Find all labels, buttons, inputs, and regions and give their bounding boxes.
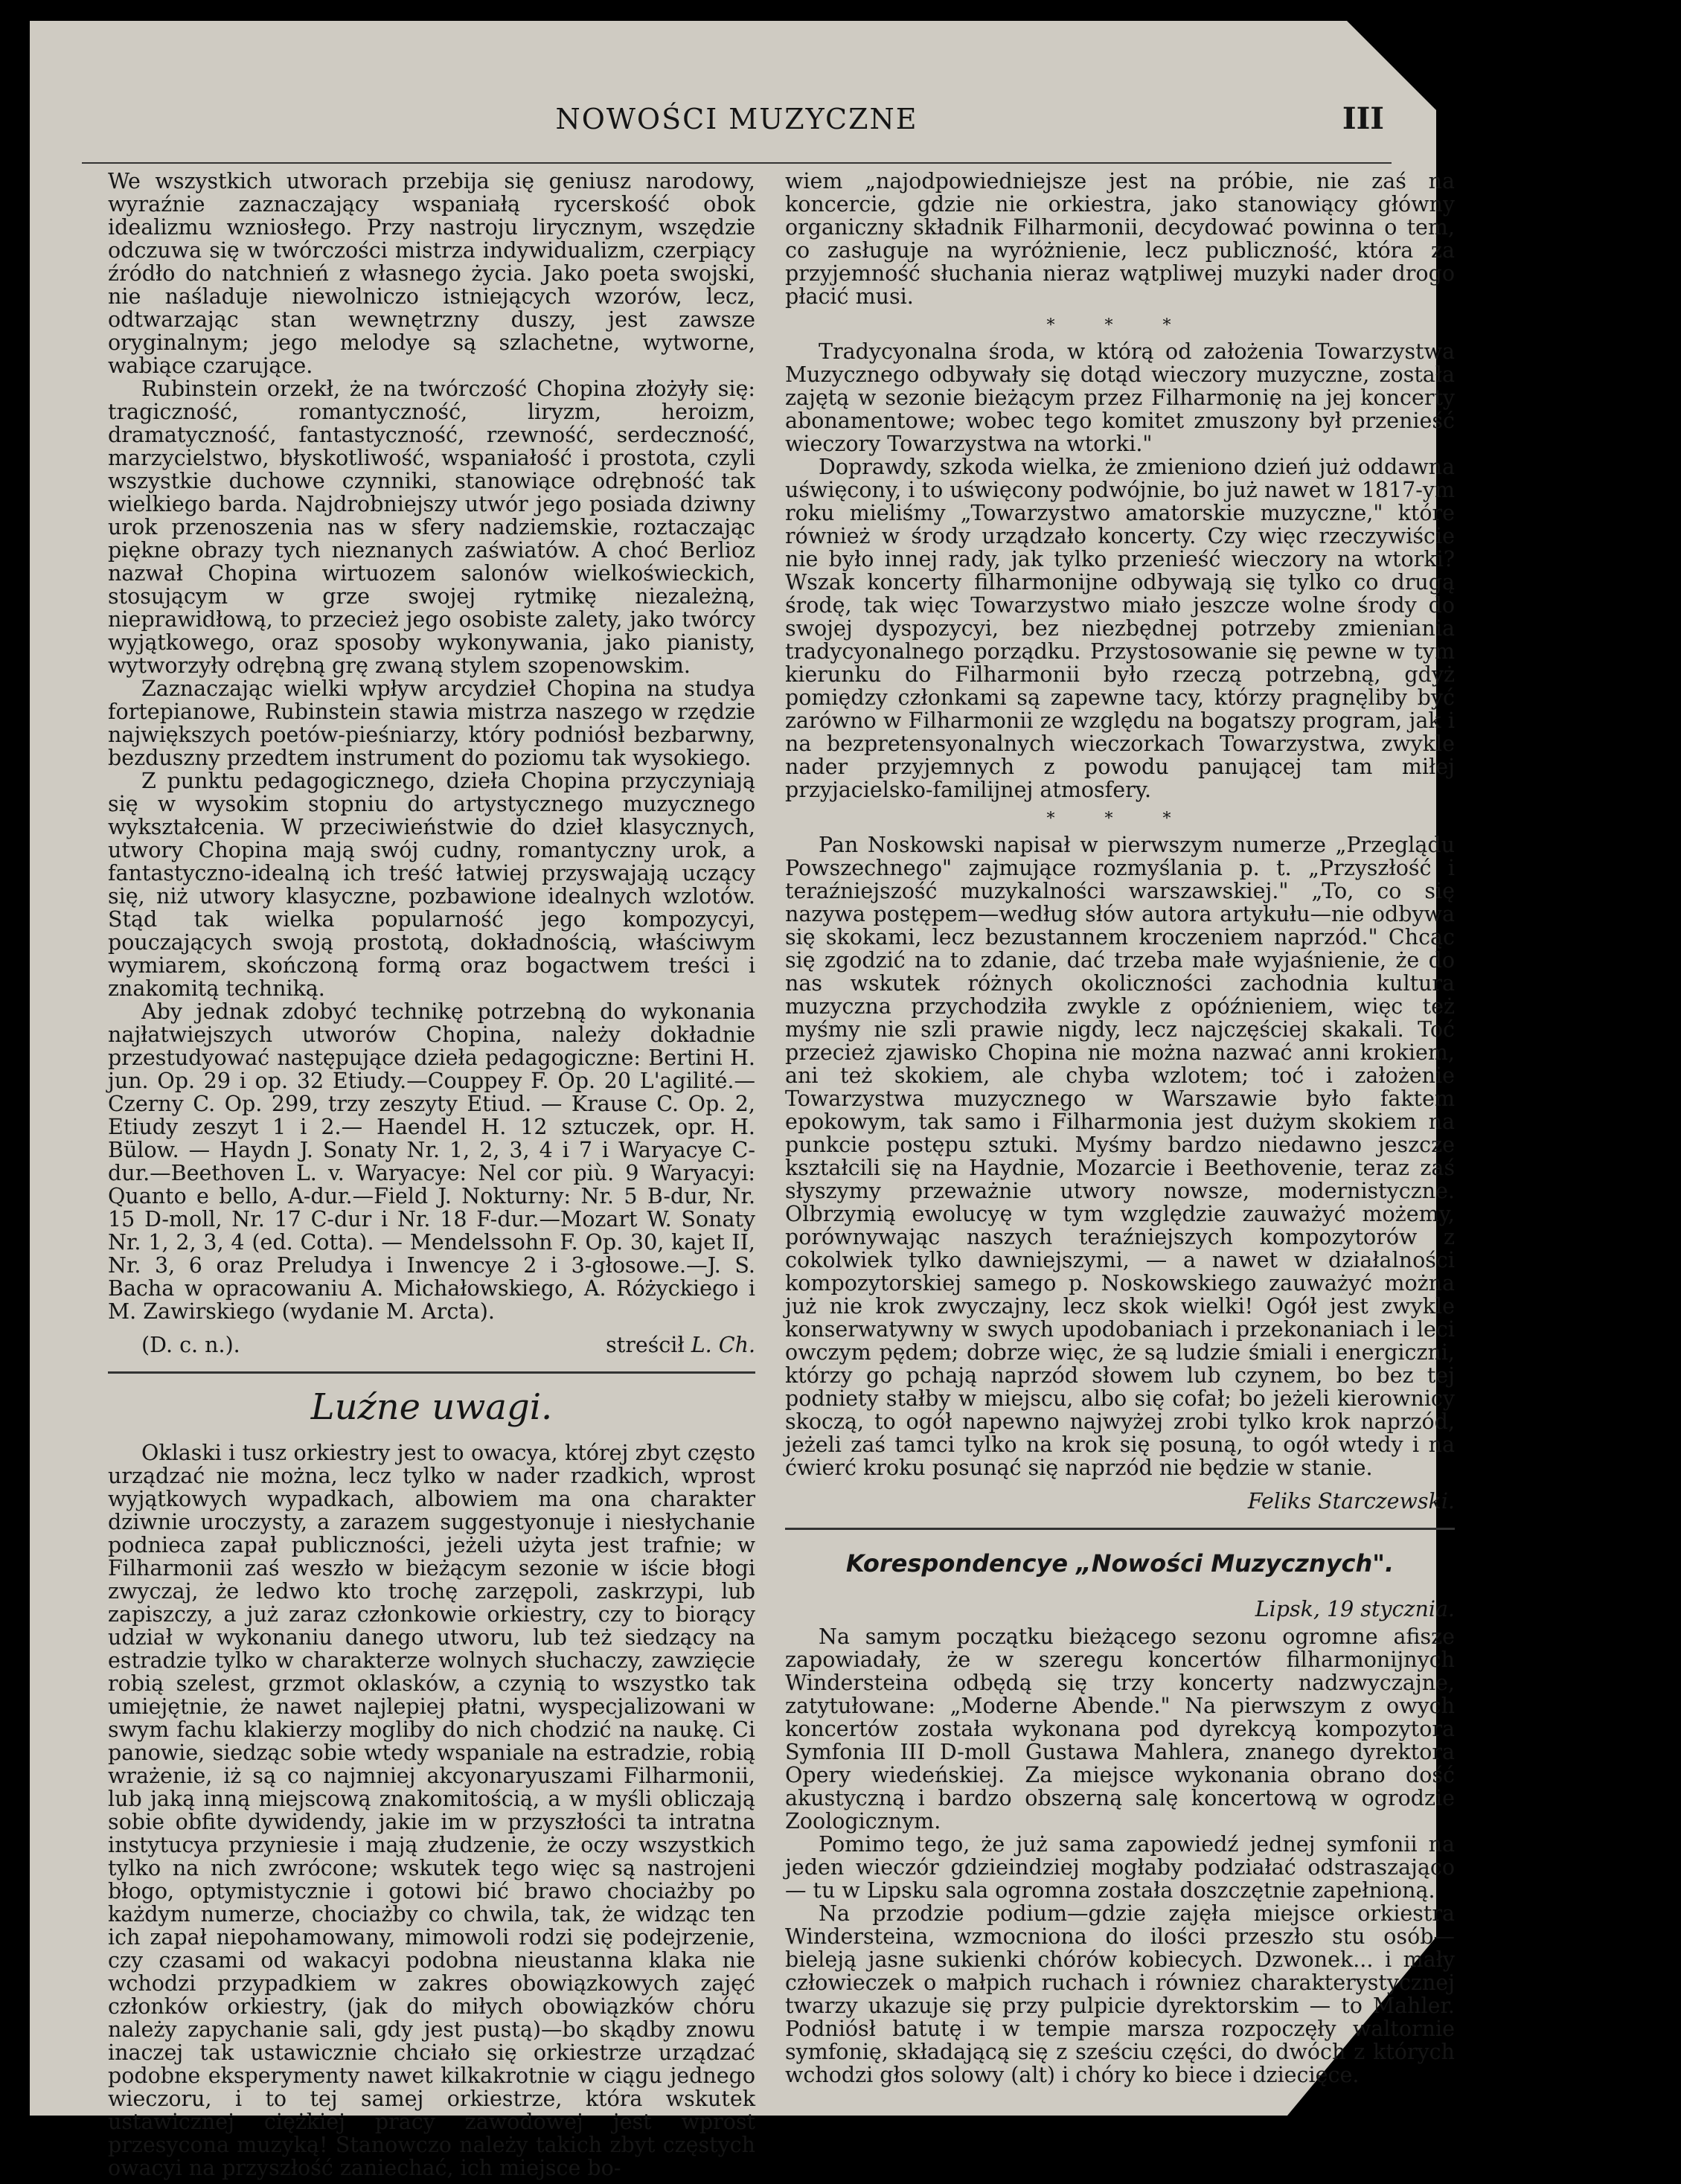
journal-title: NOWOŚCI MUZYCZNE <box>555 103 918 135</box>
section-title: Luźne uwagi. <box>310 1386 553 1428</box>
article-paragraph: Aby jednak zdobyć technikę potrzebną do wykonania najłatwiejszych utworów Chopina, należy dokładnie przestudyować następujące dzieła pedagogiczne: Bertini H. jun. Op. 29 i op. 32 Etiudy.—Couppey F. Op. 20 L'agilité.—Czerny C. Op. 299, trzy zeszyty Etiud. — Krause C. Op. 2, Etiudy zeszyt 1 i 2.— Haendel H. 12 sztuczek, opr. H. Bülow. — Haydn J. Sonaty Nr. 1, 2, 3, 4 i 7 i Waryacye C-dur.—Beethoven L. v. Waryacye: Nel cor più. 9 Waryacyi: Quanto e bello, A-dur.—Field J. Nokturny: Nr. 5 B-dur, Nr. 15 D-moll, Nr. 17 C-dur i Nr. 18 F-dur.—Mozart W. Sonaty Nr. 1, 2, 3, 4 (ed. Cotta). — Mendelssohn F. Op. 30, kajet II, Nr. 3, 6 oraz Preludya i Inwencye 2 i 3-głosowe.—J. S. Bacha w opracowaniu A. Michałowskiego, A. Różyckiego i M. Zawirskiego (wydanie M. Arcta). <box>108 999 755 1324</box>
signature-prefix: streścił <box>606 1333 685 1357</box>
right-column <box>785 170 1455 2087</box>
page-header <box>82 80 1392 164</box>
section-divider <box>785 1528 1455 1530</box>
article-paragraph: Oklaski i tusz orkiestry jest to owacya, której zbyt często urządzać nie można, lecz tylko w nader rzadkich, wprost wyjątkowych wypadkach, albowiem ma ona charakter dziwnie uroczysty, a zarazem suggestyonuje i niesłychanie podnieca zapał publiczności, jeżeli użyta jest trafnie; w Filharmonii zaś weszło w bieżącym sezonie w iście błogi zwyczaj, że ledwo kto trochę zarzępoli, zaskrzypi, lub zapiszczy, a już zaraz członkowie orkiestry, czy to biorący udział w wykonaniu danego utworu, lub też siedzący na estradzie tylko w charakterze wolnych słuchaczy, zawzięcie robią szelest, grzmot oklasków, a czynią to wszystko tak umiejętnie, że nawet najlepiej płatni, wyspecjalizowani w swym fachu klakierzy mogliby do nich chodzić na naukę. Ci panowie, siedząc sobie wtedy wspaniale na estradzie, robią wrażenie, iż są co najmniej akcyonaryuszami Filharmonii, lub jaką inną miejscową znakomitością, a w myśli obliczają sobie obfite dywidendy, jakie im w przyszłości ta intratna instytucya przyniesie i mają złudzenie, że oczy wszystkich tylko na nich zwrócone; wskutek tego więc są nastrojeni błogo, optymistycznie i gotowi bić brawo chociażby po każdym numerze, chociażby co chwila, tak, że widząc ten ich zapał niepohamowany, mimowoli rodzi się podejrzenie, czy czasami od wakacyi podobna nieustanna klaka nie wchodzi przypadkiem w zakres obowiązkowych zajęć członków orkiestry, (jak do miłych obowiązków chóru należy zapychanie sali, gdy jest pustą)—bo skądby znowu inaczej tak ustawicznie chciało się orkiestrze urządzać podobne eksperymenty nawet kilkakrotnie w ciągu jednego wieczoru, i to tej samej orkiestrze, która wskutek ustawicznej ciężkiej pracy zawodowej jest wprost przesycona muzyką! Stanowczo należy takich zbyt częstych owacyi na przyszłość zaniechać, ich miejsce bo- <box>108 1441 755 2180</box>
article-paragraph: Pan Noskowski napisał w pierwszym numerze „Przeglądu Powszechnego" zajmujące rozmyślania p. t. „Przyszłość i teraźniejszość muzykalności warszawskiej." „To, co się nazywa postępem—według słów autora artykułu—nie odbywa się skokami, lecz bezustannem kroczeniem naprzód." Chcąc się zgodzić na to zdanie, dać trzeba małe wyjaśnienie, że do nas wskutek różnych okoliczności zachodnia kultura muzyczna przychodziła zwykle z opóźnieniem, więc też myśmy nie szli prawie nigdy, lecz najczęściej skakali. Toć przecież zjawisko Chopina nie można nazwać anni krokiem, ani też skokiem, ale chyba wzlotem; toć i założenie Towarzystwa muzycznego w Warszawie było faktem epokowym, tak samo i Filharmonia jest dużym skokiem na punkcie postępu sztuki. Myśmy bardzo niedawno jeszcze kształcili się na Haydnie, Mozarcie i Beethovenie, teraz zaś słyszymy przeważnie utwory nowsze, modernistyczne. Olbrzymią ewolucyę w tym względzie zauważyć możemy, porównywając naszych teraźniejszych kompozytorów z cokolwiek tylko dawniejszymi, — a nawet w działalności kompozytorskiej samego p. Noskowskiego zauważyć można już nie krok zwyczajny, lecz skok wielki! Ogół jest zwykle konserwatywny w swych upodobaniach i przekonaniach i leci owczym pędem; dobrze więc, że są ludzie śmiali i energiczni, którzy go pchają naprzód słowem lub czynem, bo bez tej podniety stałby w miejscu, albo się cofał; bo jeżeli kierownicy skoczą, to ogół napewno najwyżej zrobi tylko krok naprzód, jeżeli zaś tamci tylko na krok się posuną, to ogół wtedy i na ćwierć kroku posunąć się naprzód nie będzie w stanie. <box>785 833 1455 1480</box>
signature-name: L. Ch. <box>691 1333 755 1357</box>
article-paragraph: Pomimo tego, że już sama zapowiedź jednej symfonii na jeden wieczór gdzieindziej mogłaby podziałać odstraszająco — tu w Lipsku sala ogromna została doszczętnie zapełnioną. <box>785 1832 1455 1903</box>
article-footer <box>108 1333 755 1357</box>
article-paragraph: Zaznaczając wielki wpływ arcydzieł Chopina na studya fortepianowe, Rubinstein stawia mistrza naszego w rzędzie największych poetów-pieśniarzy, który podniósł bezbarwny, bezduszny przedtem instrument do poziomu tak wysokiego. <box>108 676 755 770</box>
article-signature <box>606 1333 755 1357</box>
correspondence-title: Korespondencye „Nowości Muzycznych". <box>845 1549 1395 1578</box>
continued-note: (D. c. n.). <box>141 1333 240 1357</box>
page-number: III <box>1342 101 1384 136</box>
dateline: Lipsk, 19 stycznia. <box>1255 1597 1455 1621</box>
article-paragraph: Z punktu pedagogicznego, dzieła Chopina przyczyniają się w wysokim stopniu do artystycznego muzycznego wykształcenia. W przeciwieństwie do dzieł klasycznych, utwory Chopina mają swój cudny, romantyczny urok, a fantastyczno-idealną ich treść łatwiej przyswajają uczący się, niż utwory klasyczne, pozbawione idealnych wzlotów. Stąd tak wielka popularność jego kompozycyi, pouczających swoją prostotą, dokładnością, właściwym wymiarem, skończoną formą oraz bogactwem treści i znakomitą techniką. <box>108 769 755 1001</box>
article-paragraph: wiem „najodpowiedniejsze jest na próbie, nie zaś na koncercie, gdzie nie orkiestra, jako stanowiący główny organiczny składnik Filharmonii, decydować powinna o tem, co zasługuje na wyróżnienie, lecz publiczność, która za przyjemność słuchania nieraz wątpliwej muzyki nader drogo płacić musi. <box>785 169 1455 309</box>
author-signature: Feliks Starczewski. <box>1247 1489 1455 1514</box>
left-column <box>108 170 755 2180</box>
article-paragraph: Doprawdy, szkoda wielka, że zmieniono dzień już oddawna uświęcony, i to uświęcony podwójnie, bo już nawet w 1817-ym roku mieliśmy „Towarzystwo amatorskie muzyczne," które również w środy urządzało koncerty. Czy więc rzeczywiście nie było innej rady, jak tylko przenieść wieczory na wtorki? Wszak koncerty filharmonijne odbywają się tylko co drugą środę, tak więc Towarzystwo miało jeszcze wolne środy do swojej dyspozycyi, bez niezbędnej potrzeby zmieniania tradycyonalnego porządku. Przystosowanie się pewne w tym kierunku do Filharmonii było rzeczą potrzebną, gdyż pomiędzy członkami są zapewne tacy, którzy pragnęliby być zarówno w Filharmonii ze względu na bogatszy program, jak i na bezpretensyonalnych wieczorkach Towarzystwa, zwykle nader przyjemnych z powodu panującej tam miłej przyjacielsko-familijnej atmosfery. <box>785 455 1455 802</box>
article-paragraph: Na samym początku bieżącego sezonu ogromne afisze zapowiadały, że w szeregu koncertów filharmonijnych Windersteina odbędą się trzy koncerty nadzwyczajne, zatytułowane: „Moderne Abende." Na pierwszym z owych koncertów została wykonana pod dyrekcyą kompozytora Symfonia III D-moll Gustawa Mahlera, znanego dyrektora Opery wiedeńskiej. Za miejsce wykonania obrano dość akustyczną i bardzo obszerną salę koncertową w ogrodzie Zoologicznym. <box>785 1624 1455 1834</box>
section-divider <box>108 1371 755 1374</box>
section-stars: * * * <box>1046 316 1194 335</box>
section-stars: * * * <box>1046 810 1194 828</box>
article-paragraph: Tradycyonalna środa, w którą od założenia Towarzystwa Muzycznego odbywały się dotąd wieczory muzyczne, została zajętą w sezonie bieżącym przez Filharmonię na jej koncerty abonamentowe; wobec tego komitet zmuszony był przenieść wieczory Towarzystwa na wtorki." <box>785 339 1455 456</box>
article-paragraph: Na przodzie podium—gdzie zajęła miejsce orkiestra Windersteina, wzmocniona do ilości przeszło stu osób—bieleją jasne sukienki chórów kobiecych. Dzwonek... i mały człowieczek o małpich ruchach i równiez charakterystycznej twarzy ukazuje się przy pulpicie dyrektorskim — to Mahler. Podniósł batutę i w tempie marsza rozpoczęły waltornie symfonię, składającą się z sześciu części, do dwóch z których wchodzi głos solowy (alt) i chóry ko biece i dziecięce. <box>785 1901 1455 2087</box>
article-paragraph: We wszystkich utworach przebija się geniusz narodowy, wyraźnie zaznaczający wspaniałą rycerskość obok idealizmu wzniosłego. Przy nastroju lirycznym, wszędzie odczuwa się w twórczości mistrza indywidualizm, czerpiący źródło do natchnień z własnego życia. Jako poeta swojski, nie naśladuje niewolniczo istniejących wzorów, lecz, odtwarzając stan wewnętrzny duszy, jest zawsze oryginalnym; jego melodye są szlachetne, wytworne, wabiące czarujące. <box>108 169 755 378</box>
article-paragraph: Rubinstein orzekł, że na twórczość Chopina złożyły się: tragiczność, romantyczność, liryzm, heroizm, dramatyczność, fantastyczność, rzewność, serdeczność, marzycielstwo, błyskotliwość, wspaniałość i prostota, czyli wszystkie duchowe czynniki, stanowiące odrębność tak wielkiego barda. Najdrobniejszy utwór jego posiada dziwny urok przenoszenia nas w sfery nadziemskie, roztaczając piękne obrazy tych nieznanych zaświatów. A choć Berlioz nazwał Chopina wirtuozem salonów wielkoświeckich, stosującym w grze swojej rytmikę niezależną, nieprawidłową, to przecież jego osobiste zalety, jako twórcy wyjątkowego, oraz sposoby wykonywania, jako pianisty, wytworzyły odrębną grę zwaną stylem szopenowskim. <box>108 377 755 678</box>
newspaper-page <box>30 21 1455 2180</box>
